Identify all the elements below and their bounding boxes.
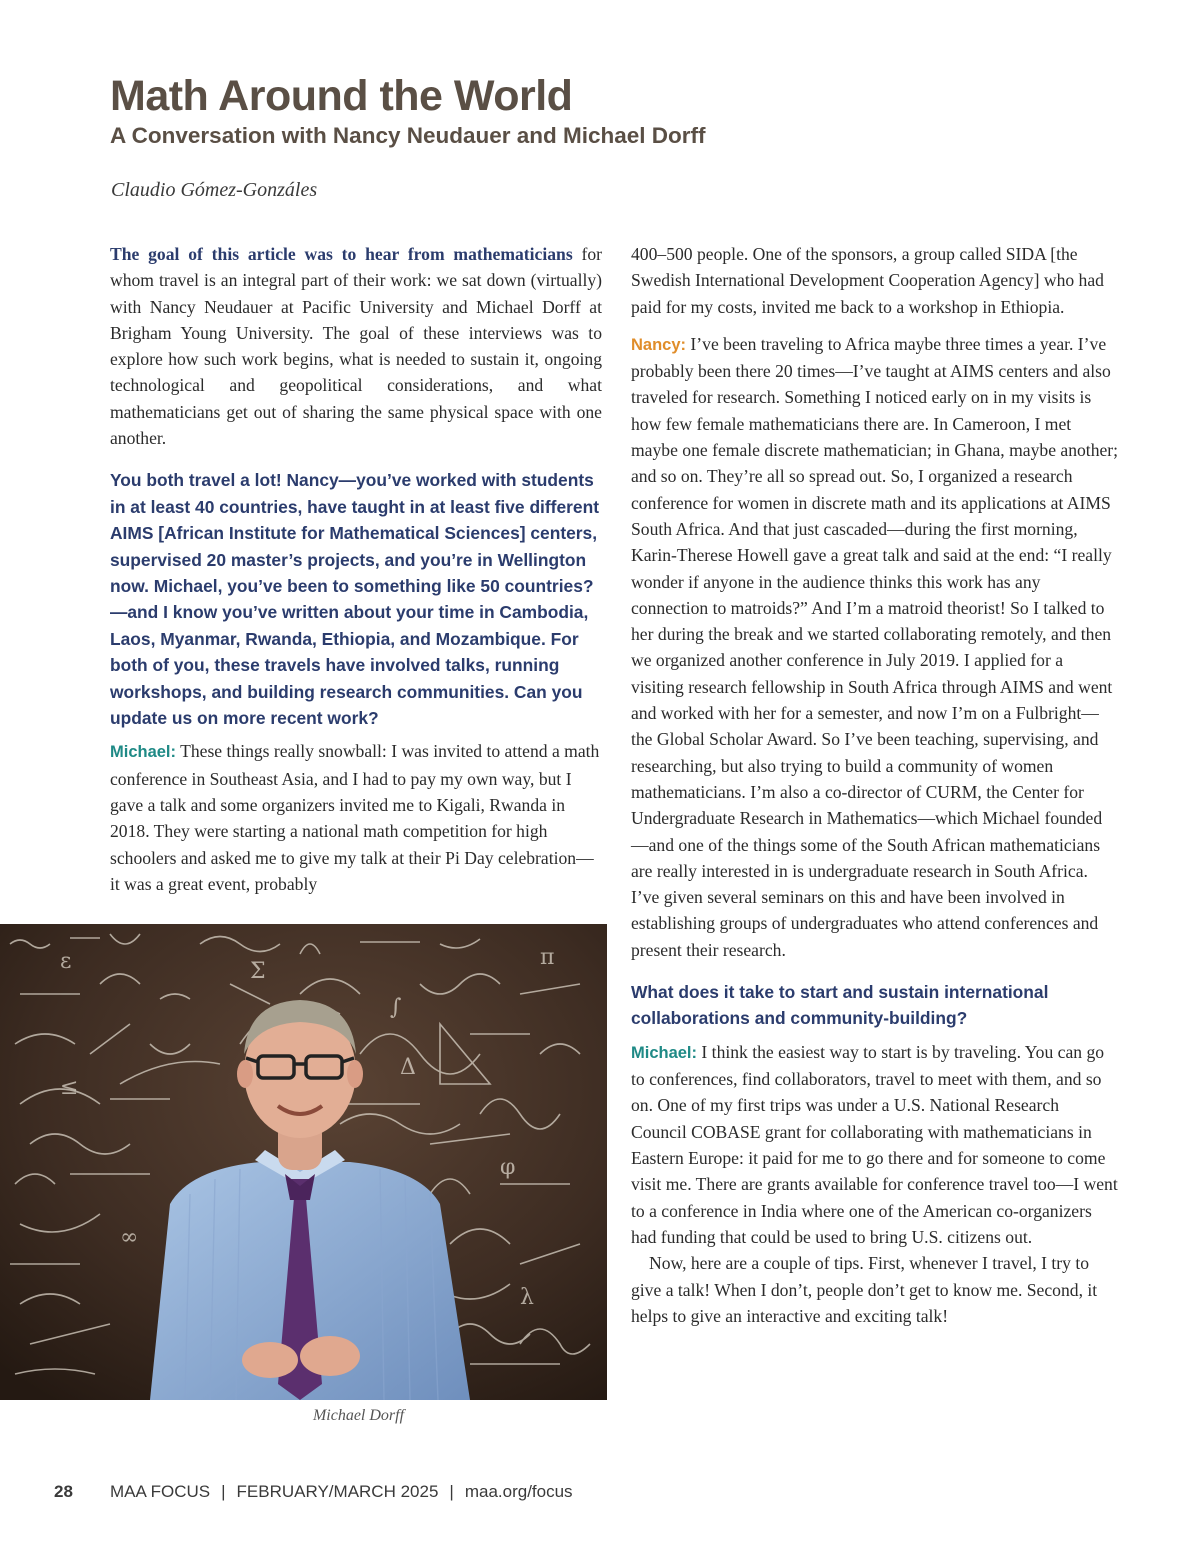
right-column <box>631 241 1119 1329</box>
svg-text:λ: λ <box>520 1285 534 1310</box>
question-2: What does it take to start and sustain international collaborations and community-building? <box>631 982 1049 1029</box>
answer-2-tips: Now, here are a couple of tips. First, whenever I travel, I try to give a talk! When I don’t, people don’t get to know me. Second, it helps to give an interactive and exciting talk! <box>631 1253 1098 1326</box>
left-column <box>110 241 602 897</box>
question-1: You both travel a lot! Nancy—you’ve worked with students in at least 40 countries, have taught in at least five different AIMS [African Institute for Mathematical Sciences] centers, supervised 20 master’s projects, and you’re in Wellington now. Michael, you’ve been to something like 50 countries?—and I know you’ve written about your time in Cambodia, Laos, Myanmar, Rwanda, Ethiopia, and Mozambique. For both of you, these travels have involved talks, running workshops, and building research communities. Can you update us on more recent work? <box>110 470 600 729</box>
author-byline: Claudio Gómez-Gonzáles <box>111 179 318 201</box>
svg-text:φ: φ <box>500 1155 516 1180</box>
svg-text:Δ: Δ <box>400 1055 416 1080</box>
intro-body: for whom travel is an integral part of their work: we sat down (virtually) with Nancy Neudauer at Pacific University and Michael Dorff at Brigham Young University. The goal of these interviews was to explore how such work begins, what is needed to sustain it, ongoing technological and geopolitical considerations, and what mathematicians get out of sharing the same physical space with one another. <box>110 244 602 449</box>
footer-separator: | <box>221 1482 226 1501</box>
svg-text:ε: ε <box>60 949 72 974</box>
answer-1-michael <box>110 738 602 897</box>
footer-issue: FEBRUARY/MARCH 2025 <box>236 1482 439 1501</box>
footer-publication: MAA FOCUS <box>110 1482 211 1501</box>
intro-lead: The goal of this article was to hear from mathematicians <box>110 244 573 264</box>
svg-text:π: π <box>540 945 555 970</box>
speaker-label-michael: Michael: <box>110 743 177 762</box>
footer-url[interactable]: maa.org/focus <box>464 1482 573 1501</box>
portrait-illustration <box>0 924 607 1400</box>
photo-caption: Michael Dorff <box>312 1407 405 1424</box>
svg-text:≤: ≤ <box>60 1075 79 1100</box>
footer-separator: | <box>449 1482 454 1501</box>
article-title: Math Around the World <box>110 72 573 120</box>
svg-text:∞: ∞ <box>120 1225 139 1250</box>
page-footer <box>54 1478 573 1506</box>
answer-1-michael-continued: 400–500 people. One of the sponsors, a group called SIDA [the Swedish International Development Cooperation Agency] who had paid for my costs, invited me back to a workshop in Ethiopia. <box>631 244 1104 317</box>
article-subtitle: A Conversation with Nancy Neudauer and Michael Dorff <box>110 123 706 148</box>
page-number: 28 <box>54 1482 73 1501</box>
svg-text:∫: ∫ <box>390 995 402 1020</box>
portrait-photo <box>0 924 607 1400</box>
intro-paragraph <box>110 241 602 451</box>
answer-1-nancy <box>631 331 1119 963</box>
answer-1-nancy-text: I’ve been traveling to Africa maybe three times a year. I’ve probably been there 20 times—I’ve taught at AIMS centers and also traveled for research. Something I noticed early on in my visits is how few female mathematicians there are. In Cameroon, I met maybe one female discrete mathematician; in Ghana, maybe another; and so on. They’re all so spread out. So, I organized a research conference for women in discrete math and its applications at AIMS South Africa. And that just cascaded—during the first morning, Karin-Therese Howell gave a great talk and said at the end: “I really wonder if anyone in the audience thinks this work has any connection to matroids?” And I’m a matroid theorist! So I talked to her during the break and we started collaborating remotely, and then we organized another conference in July 2019. I applied for a visiting research fellowship in South Africa through AIMS and went and worked with her for a semester, and now I’m on a Fulbright—the Global Scholar Award. So I’ve been teaching, supervising, and researching, but also trying to build a community of women mathematicians. I’m also a co-director of CURM, the Center for Undergraduate Research in Mathematics—which Michael founded—and one of the things some of the South African mathematicians are really interested in is undergraduate research in South Africa. I’ve given several seminars on this and have been involved in establishing groups of undergraduates who attend conferences and present their research. <box>631 333 1119 960</box>
svg-text:Σ: Σ <box>250 959 266 984</box>
speaker-label-michael: Michael: <box>631 1043 698 1062</box>
answer-2-michael-text: I think the easiest way to start is by traveling. You can go to conferences, find collaborators, travel to meet with them, and so on. One of my first trips was under a U.S. National Research Council COBASE grant for collaborating with mathematicians in Eastern Europe: it paid for me to go there and for someone to come visit me. There are grants available for conference travel too—I went to a conference in India where one of the American co-organizers had funding that could be used to bring U.S. citizens out. <box>631 1041 1118 1247</box>
speaker-label-nancy: Nancy: <box>631 335 687 354</box>
answer-1-michael-text: These things really snowball: I was invited to attend a math conference in Southeast Asia, and I had to pay my own way, but I gave a talk and some organizers invited me to Kigali, Rwanda in 2018. They were starting a national math competition for high schoolers and asked me to give my talk at their Pi Day celebration—it was a great event, probably <box>110 741 600 894</box>
answer-2-michael <box>631 1039 1119 1250</box>
